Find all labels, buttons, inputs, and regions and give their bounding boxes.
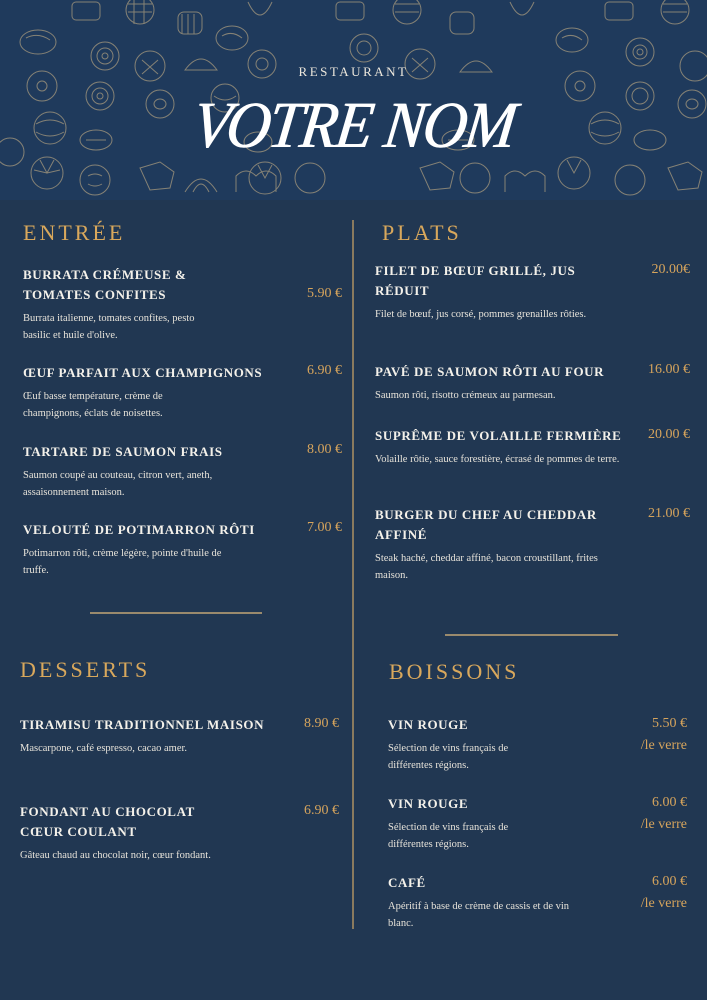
vertical-divider bbox=[352, 220, 354, 929]
menu-item bbox=[375, 505, 615, 584]
item-price: 16.00 € bbox=[648, 362, 690, 377]
item-name: VELOUTÉ DE POTIMARRON RÔTI bbox=[23, 522, 255, 537]
menu-item bbox=[20, 715, 280, 757]
price-unit: /le verre bbox=[640, 817, 687, 832]
price-value: 6.00 € bbox=[652, 795, 687, 810]
menu-item bbox=[375, 362, 625, 404]
menu-header bbox=[0, 0, 707, 200]
header-subtitle: RESTAURANT bbox=[298, 64, 409, 79]
item-name: SUPRÊME DE VOLAILLE FERMIÈRE bbox=[375, 428, 622, 443]
item-name: ŒUF PARFAIT AUX CHAMPIGNONS bbox=[23, 365, 263, 380]
section-title-entree: ENTRÉE bbox=[23, 220, 126, 245]
item-name: VIN ROUGE bbox=[388, 717, 469, 732]
item-name: VIN ROUGE bbox=[388, 796, 469, 811]
menu-item bbox=[23, 265, 243, 344]
menu-item bbox=[23, 442, 283, 501]
divider-entree-bottom bbox=[90, 612, 262, 614]
item-description: Œuf basse température, crème de champignons, éclats de noisettes. bbox=[23, 391, 163, 419]
price-unit: /le verre bbox=[640, 896, 687, 911]
item-description: Saumon coupé au couteau, citron vert, aneth, assaisonnement maison. bbox=[23, 470, 213, 498]
item-name: PAVÉ DE SAUMON RÔTI AU FOUR bbox=[375, 364, 605, 379]
item-description: Sélection de vins français de différentes régions. bbox=[388, 822, 509, 850]
item-price: 5.90 € bbox=[307, 286, 342, 301]
menu-item bbox=[375, 261, 595, 323]
item-description: Mascarpone, café espresso, cacao amer. bbox=[20, 743, 188, 754]
item-description: Saumon rôti, risotto crémeux au parmesan. bbox=[375, 390, 556, 401]
item-description: Sélection de vins français de différentes régions. bbox=[388, 743, 509, 771]
item-price: 8.00 € bbox=[307, 442, 342, 457]
item-name: FONDANT AU CHOCOLAT CŒUR COULANT bbox=[20, 804, 195, 839]
item-price: 6.90 € bbox=[304, 803, 339, 818]
item-name: BURGER DU CHEF AU CHEDDAR AFFINÉ bbox=[375, 507, 597, 542]
item-description: Potimarron rôti, crème légère, pointe d'huile de truffe. bbox=[23, 548, 222, 576]
item-name: CAFÉ bbox=[388, 875, 426, 890]
item-description: Volaille rôtie, sauce forestière, écrasé de pommes de terre. bbox=[375, 454, 620, 465]
menu-item bbox=[388, 873, 598, 932]
item-name: TARTARE DE SAUMON FRAIS bbox=[23, 444, 223, 459]
item-price bbox=[641, 874, 687, 912]
item-description: Filet de bœuf, jus corsé, pommes grenailles rôties. bbox=[375, 309, 587, 320]
price-value: 6.00 € bbox=[652, 874, 687, 889]
item-name: TIRAMISU TRADITIONNEL MAISON bbox=[20, 717, 265, 732]
section-title-boissons: BOISSONS bbox=[389, 659, 520, 684]
menu-item bbox=[388, 794, 588, 853]
menu-item bbox=[23, 520, 283, 579]
section-title-plats: PLATS bbox=[382, 220, 462, 245]
menu-item bbox=[388, 715, 588, 774]
item-price: 20.00€ bbox=[651, 262, 690, 277]
price-value: 5.50 € bbox=[652, 716, 687, 731]
item-price: 8.90 € bbox=[304, 716, 339, 731]
item-description: Steak haché, cheddar affiné, bacon croustillant, frites maison. bbox=[375, 553, 598, 581]
item-name: FILET DE BŒUF GRILLÉ, JUS RÉDUIT bbox=[375, 263, 576, 298]
section-title-desserts: DESSERTS bbox=[20, 657, 151, 682]
item-price: 6.90 € bbox=[307, 363, 342, 378]
restaurant-name-title: VOTRE NOM bbox=[188, 89, 519, 162]
menu-item bbox=[375, 426, 635, 468]
item-price: 7.00 € bbox=[307, 520, 342, 535]
menu-item bbox=[20, 802, 230, 864]
item-name: BURRATA CRÉMEUSE & TOMATES CONFITES bbox=[23, 267, 187, 302]
item-description: Burrata italienne, tomates confites, pesto basilic et huile d'olive. bbox=[23, 313, 195, 341]
menu-item bbox=[23, 363, 283, 422]
item-description: Apéritif à base de crème de cassis et de vin blanc. bbox=[388, 901, 570, 929]
item-price bbox=[641, 716, 687, 754]
item-price bbox=[641, 795, 687, 833]
item-description: Gâteau chaud au chocolat noir, cœur fondant. bbox=[20, 850, 211, 861]
item-price: 20.00 € bbox=[648, 427, 690, 442]
price-unit: /le verre bbox=[640, 738, 687, 753]
item-price: 21.00 € bbox=[648, 506, 690, 521]
divider-plats-bottom bbox=[445, 634, 618, 636]
